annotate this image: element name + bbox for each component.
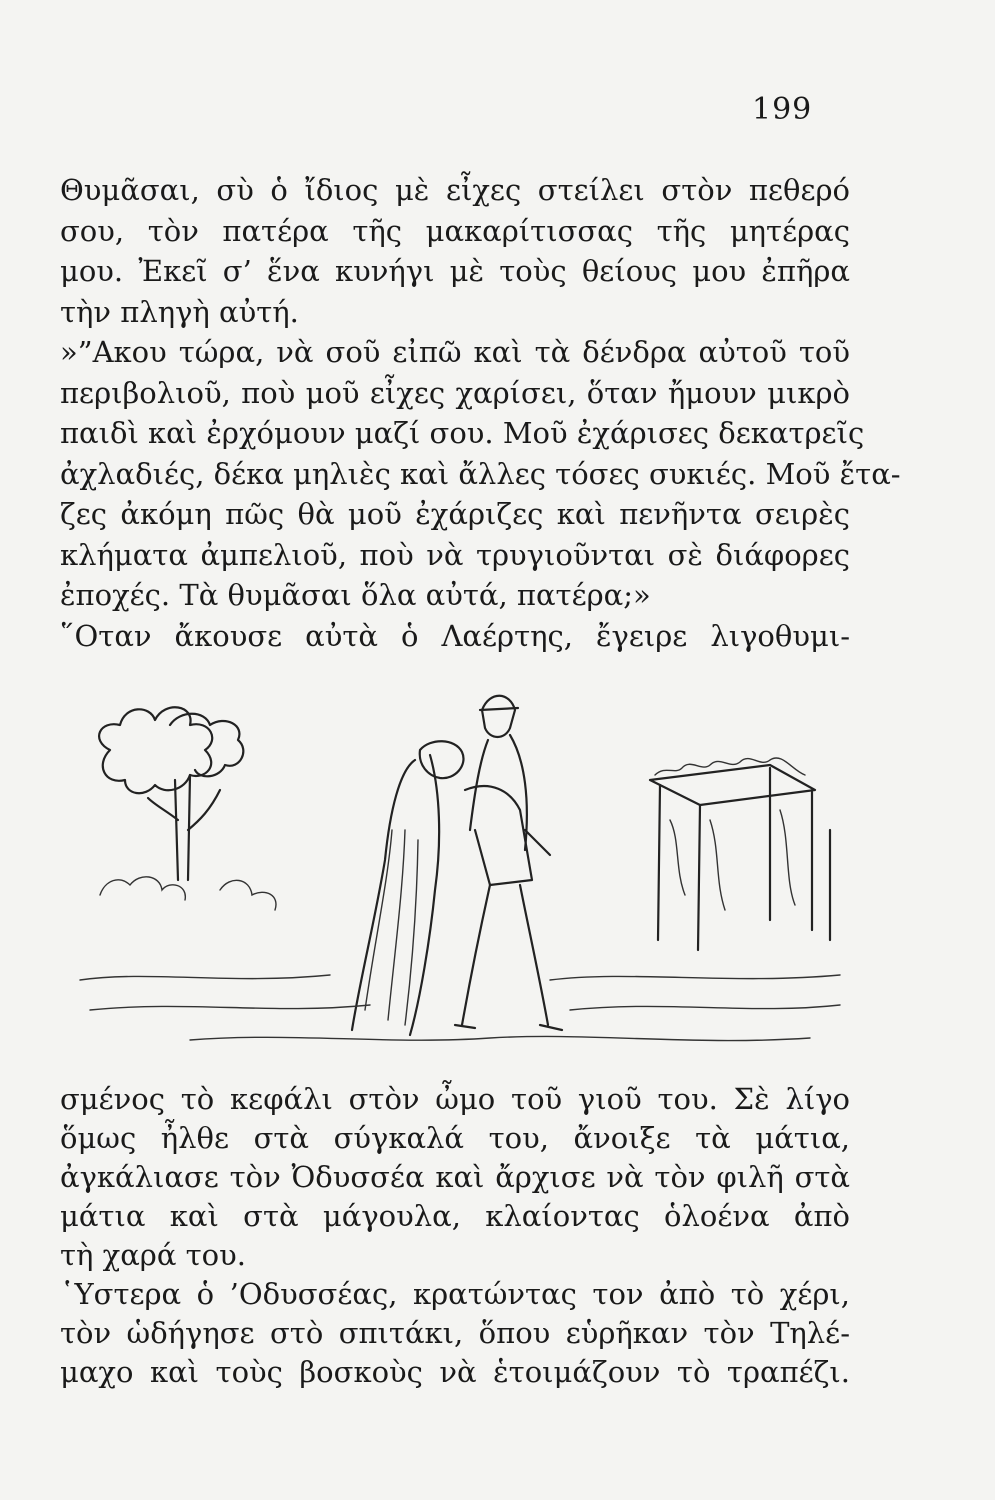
text-line: »”Ακου τώρα, νὰ σοῦ εἰπῶ καὶ τὰ δένδρα αὐτοῦ τοῦ [60, 335, 850, 369]
text-line: μου. Ἐκεῖ σ’ ἕνα κυνήγι μὲ τοὺς θείους μου ἐπῆρα [60, 254, 850, 288]
text-line: τὸν ὡδήγησε στὸ σπιτάκι, ὅπου εὑρῆκαν τὸν Τηλέ- [60, 1316, 850, 1350]
text-line: περιβολιοῦ, ποὺ μοῦ εἶχες χαρίσει, ὅταν ἤμουν μικρὸ [60, 375, 850, 410]
text-line: παιδὶ καὶ ἐρχόμουν μαζί σου. Μοῦ ἐχάρισες δεκατρεῖς [60, 416, 865, 450]
text-line: μαχο καὶ τοὺς βοσκοὺς νὰ ἑτοιμάζουν τὸ τραπέζι. [60, 1355, 850, 1389]
page-number: 199 [752, 92, 813, 127]
pergola-drawing [650, 758, 830, 950]
text-block-bottom [60, 1080, 850, 1392]
text-line: σου, τὸν πατέρα τῆς μακαρίτισσας τῆς μητέρας [60, 213, 850, 248]
text-line: τὴν πληγὴ αὐτή. [60, 294, 299, 329]
tree-drawing [99, 707, 276, 910]
text-line: ῾Υστερα ὁ ’Οδυσσέας, κρατώντας τον ἀπὸ τὸ χέρι, [60, 1277, 850, 1311]
text-line: ὅμως ἦλθε στὰ σύγκαλά του, ἄνοιξε τὰ μάτια, [60, 1121, 850, 1155]
text-line: κλήματα ἀμπελιοῦ, ποὺ νὰ τρυγιοῦνται σὲ διάφορες [60, 537, 850, 572]
line-drawing [70, 680, 850, 1060]
text-line: ἀγκάλιασε τὸν Ὀδυσσέα καὶ ἄρχισε νὰ τὸν φιλῆ στὰ [60, 1160, 850, 1194]
figures-drawing [352, 696, 562, 1035]
text-line: σμένος τὸ κεφάλι στὸν ὦμο τοῦ γιοῦ του. Σὲ λίγο [60, 1082, 850, 1116]
text-line: ἀχλαδιές, δέκα μηλιὲς καὶ ἄλλες τόσες συκιές. Μοῦ ἔτα- [60, 456, 901, 491]
text-block-top [60, 170, 901, 656]
text-line: ἐποχές. Τὰ θυμᾶσαι ὅλα αὐτά, πατέρα;» [60, 578, 651, 612]
text-line: ῞Οταν ἄκουσε αὐτὰ ὁ Λαέρτης, ἔγειρε λιγοθυμι- [60, 618, 850, 653]
text-line: μάτια καὶ στὰ μάγουλα, κλαίοντας ὁλοένα ἀπὸ [60, 1199, 850, 1233]
text-line: τὴ χαρά του. [60, 1238, 246, 1272]
text-line: ζες ἀκόμη πῶς θὰ μοῦ ἐχάριζες καὶ πενῆντα σειρὲς [60, 497, 850, 531]
text-line: Θυμᾶσαι, σὺ ὁ ἴδιος μὲ εἶχες στείλει στὸν πεθερό [60, 173, 850, 207]
ground-lines [80, 975, 840, 1041]
illustration-odysseus-embracing-laertes [70, 680, 850, 1060]
